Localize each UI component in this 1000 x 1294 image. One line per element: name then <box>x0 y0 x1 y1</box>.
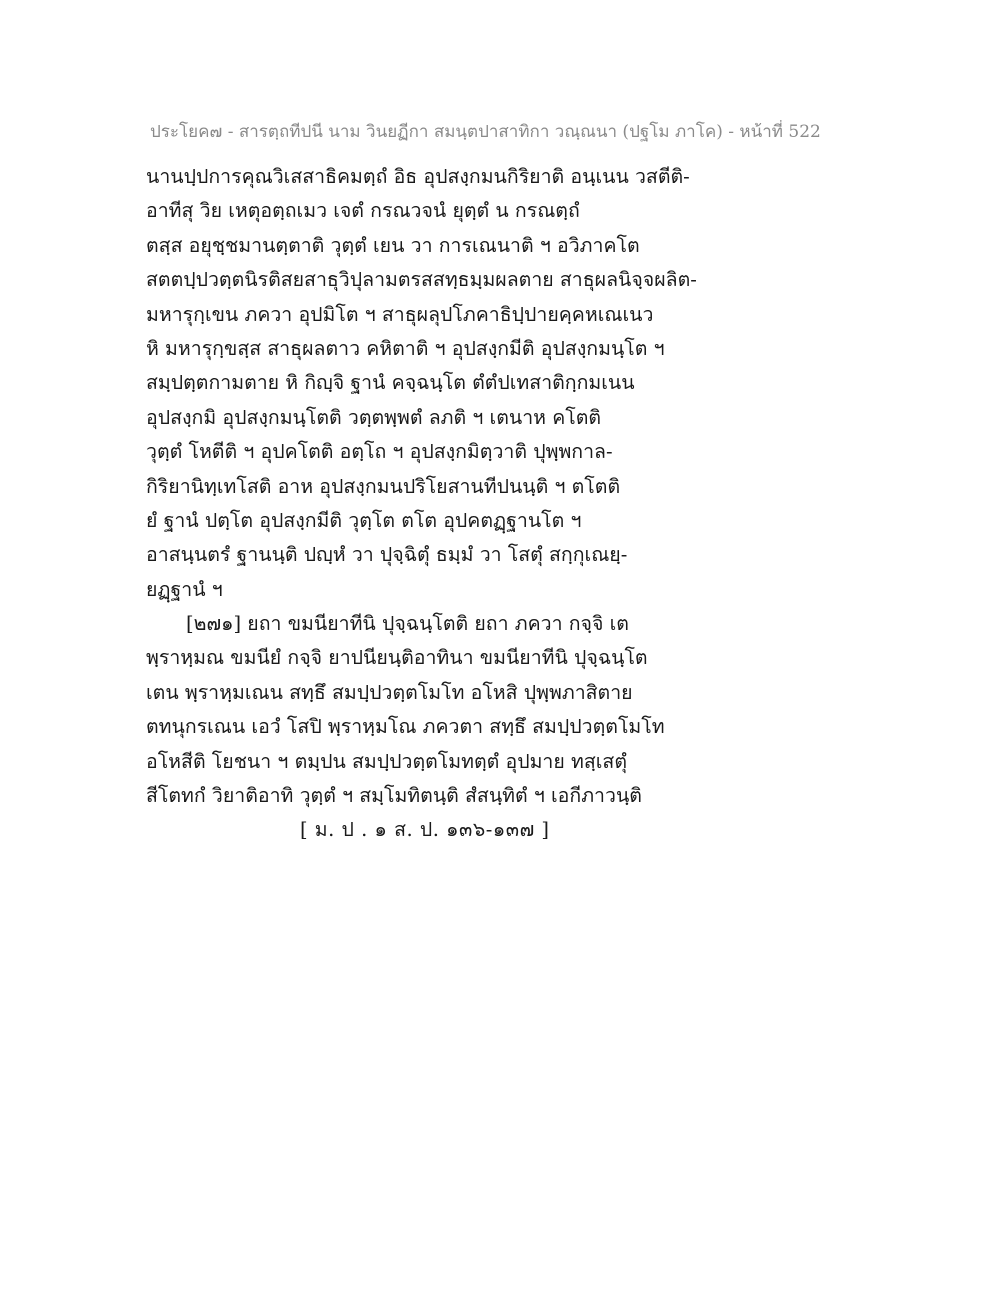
text-line: มหารุกฺเขน ภควา อุปมิโต ฯ สาธุผลุปโภคาธิปฺปายคฺคหเณเนว <box>146 302 654 326</box>
text-line: อโหสีติ โยชนา ฯ ตมฺปน สมปฺปวตฺตโมทตฺตํ อุปมาย ทสฺเสตุํ <box>146 749 627 773</box>
text-line: ตทนุกรเณน เอวํ โสปิ พฺราหฺมโณ ภควตา สทฺธึ สมปฺปวตฺตโมโท <box>146 715 665 739</box>
paragraph-first-line: [๒๗๑] ยถา ขมนียาทีนิ ปุจฺฉนฺโตติ ยถา ภควา กจฺจิ เต <box>186 612 629 636</box>
running-header: ประโยค๗ - สารตฺถทีปนี นาม วินยฏีกา สมนฺตปาสาทิกา วณฺณนา (ปฐโม ภาโค) - หน้าที่ 522 <box>150 122 821 142</box>
text-line: สตตปฺปวตฺตนิรติสยสาธุวิปุลามตรสสทฺธมฺมผลตาย สาธุผลนิจฺจผลิต- <box>146 268 697 292</box>
text-line: อุปสงฺกมิ อุปสงฺกมนฺโตติ วตฺตพฺพตํ ลภติ ฯ เตนาห คโตติ <box>146 405 602 429</box>
body-text <box>146 160 846 848</box>
text-line: ยํ ฐานํ ปตฺโต อุปสงฺกมีติ วุตฺโต ตโต อุปคตฏฺฐานโต ฯ <box>146 508 582 532</box>
text-line: ตสฺส อยุชฺชมานตฺตาติ วุตฺตํ เยน วา การเณนาติ ฯ อวิภาคโต <box>146 233 640 257</box>
text-line: เตน พฺราหฺมเณน สทฺธึ สมปฺปวตฺตโมโท อโหสิ ปุพฺพภาสิตาย <box>146 680 633 704</box>
reference-note: [ ม. ป . ๑ ส. ป. ๑๓๖-๑๓๗ ] <box>300 818 550 842</box>
text-line: กิริยานิทฺเทโสติ อาห อุปสงฺกมนปริโยสานทีปนนฺติ ฯ ตโตติ <box>146 474 621 498</box>
text-line: สีโตทกํ วิยาติอาทิ วุตฺตํ ฯ สมฺโมทิตนฺติ สํสนฺทิตํ ฯ เอกีภาวนฺติ <box>146 784 642 808</box>
text-line: พฺราหฺมณ ขมนียํ กจฺจิ ยาปนียนฺติอาทินา ขมนียาทีนิ ปุจฺฉนฺโต <box>146 646 648 670</box>
text-line: หิ มหารุกฺขสฺส สาธุผลตาว คหิตาติ ฯ อุปสงฺกมีติ อุปสงฺกมนฺโต ฯ <box>146 336 665 360</box>
text-line: สมฺปตฺตกามตาย หิ กิญฺจิ ฐานํ คจฺฉนฺโต ตํตํปเทสาติกฺกมเนน <box>146 371 635 395</box>
text-line: อาทีสุ วิย เหตุอตฺถเมว เจตํ กรณวจนํ ยุตฺตํ น กรณตฺถํ <box>146 199 580 223</box>
text-line: นานปฺปการคุณวิเสสาธิคมตฺถํ อิธ อุปสงฺกมนกิริยาติ อนฺเนน วสตีติ- <box>146 165 690 188</box>
text-line: วุตฺตํ โหตีติ ฯ อุปคโตติ อตฺโถ ฯ อุปสงฺกมิตฺวาติ ปุพฺพกาล- <box>146 440 613 464</box>
text-line: ยฏฺฐานํ ฯ <box>146 577 223 601</box>
text-line: อาสนฺนตรํ ฐานนฺติ ปญฺหํ วา ปุจฺฉิตุํ ธมฺมํ วา โสตุํ สกฺกุเณยฺ- <box>146 543 628 567</box>
